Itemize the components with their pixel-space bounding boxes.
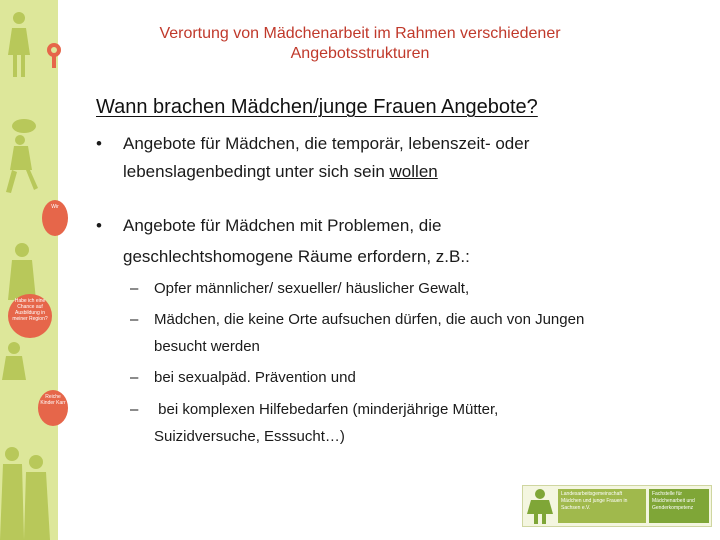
sub-marker: – — [130, 369, 139, 386]
bullet-text: geschlechtshomogene Räume erfordern, z.B.: — [123, 247, 470, 266]
sub-text: Suizidversuche, Esssucht…) — [154, 428, 345, 445]
decorative-sidebar — [0, 0, 66, 540]
bullet-text: Angebote für — [123, 216, 226, 235]
girl-silhouette-icon — [4, 10, 34, 80]
sub-text: besucht werden — [154, 338, 260, 355]
person-silhouette-icon — [2, 240, 42, 300]
bullet-text: lebenslagenbedingt unter sich sein — [123, 162, 390, 181]
bullet-text: Mädchen mit Problemen, die — [225, 216, 442, 235]
bullet-text-underlined: wollen — [389, 162, 438, 181]
sub-marker: – — [130, 280, 139, 297]
bullet-line — [123, 243, 470, 270]
sub-text: bei komplexen Hilfebedarfen (minderjährige Mütter, — [154, 401, 499, 418]
bullet-line — [123, 212, 441, 239]
sub-marker: – — [130, 401, 139, 418]
female-symbol-icon — [44, 40, 60, 70]
jumping-girl-icon — [2, 118, 42, 198]
sidebar-bubble-3: Reiche Kinder Karr — [38, 390, 68, 426]
girl-logo-icon — [525, 488, 555, 524]
bullet-text: Angebote für Mädchen, — [123, 134, 305, 153]
bullet-marker: • — [96, 134, 102, 153]
sub-text: Mädchen, die keine Orte aufsuchen dürfen, die auch von Jungen — [154, 311, 585, 328]
bullet-text: die temporär, lebenszeit- oder — [304, 134, 530, 153]
bullet-line — [123, 158, 438, 185]
sub-text: bei sexualpäd. Prävention und — [154, 369, 356, 386]
bullet-line — [123, 130, 529, 157]
sidebar-bubble-1: Wir — [42, 200, 68, 236]
organization-logo — [522, 485, 712, 527]
bullet-marker: • — [96, 216, 102, 235]
sidebar-bubble-2: Habe ich eine Chance auf Ausbildung in meiner Region? — [8, 294, 52, 338]
sub-marker: – — [130, 311, 139, 328]
slide-title: Verortung von Mädchenarbeit im Rahmen verschiedener Angebotsstrukturen — [159, 25, 561, 62]
logo-text-left: Landesarbeitsgemeinschaft Mädchen und junge Frauen in Sachsen e.V. — [558, 489, 646, 523]
sitting-girl-icon — [0, 340, 30, 390]
section-heading: Wann brachen Mädchen/junge Frauen Angebote? — [96, 96, 538, 118]
logo-text-right: Fachstelle für Mädchenarbeit und Genderkompetenz — [649, 489, 709, 523]
sub-text: Opfer männlicher/ sexueller/ häuslicher Gewalt, — [154, 280, 470, 297]
group-silhouette-icon — [0, 440, 58, 540]
